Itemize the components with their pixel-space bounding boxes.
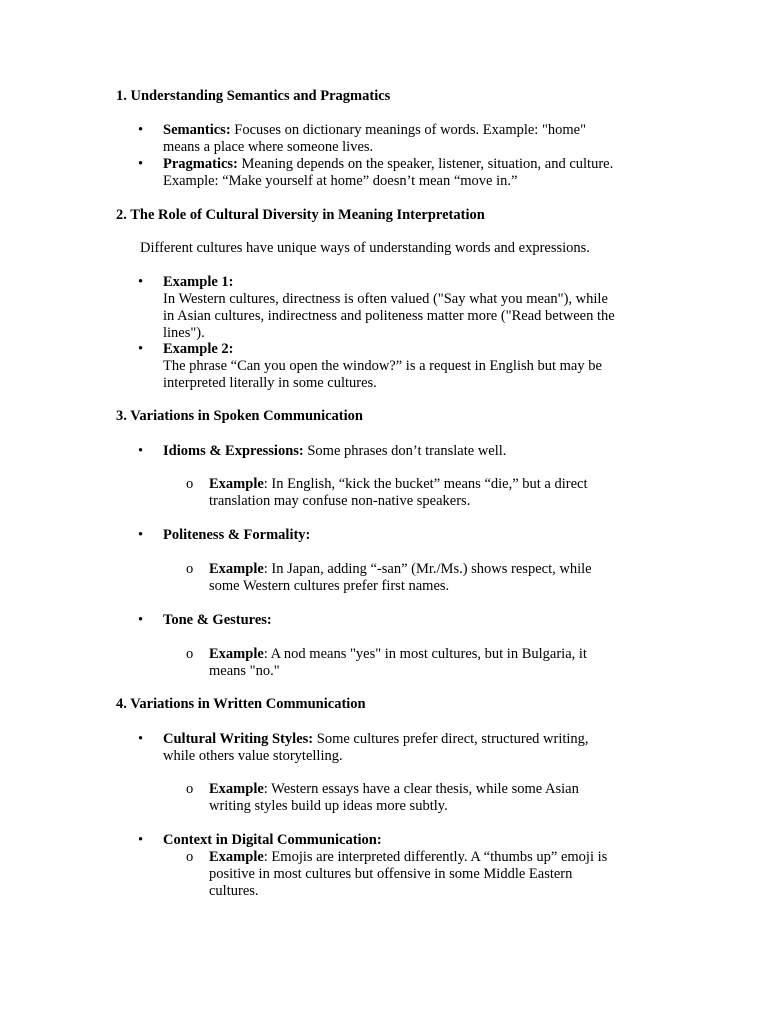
bullet-marker: • <box>138 122 144 138</box>
example-term: Example <box>209 781 264 797</box>
section-3-heading: 3. Variations in Spoken Communication <box>116 408 363 424</box>
digital-term: Context in Digital Communication: <box>163 832 382 848</box>
digital-example-cont: cultures. <box>209 883 259 899</box>
sub-bullet-marker: o <box>186 849 194 865</box>
bullet-marker: • <box>138 832 144 848</box>
sub-bullet-marker: o <box>186 781 194 797</box>
politeness-example-cont: some Western cultures prefer first names. <box>209 578 450 594</box>
idioms-example-cont: translation may confuse non-native speakers. <box>209 493 471 509</box>
digital-example-text: : Emojis are interpreted differently. A “thumbs up” emoji is <box>263 849 608 865</box>
writing-styles-example-cont: writing styles build up ideas more subtly. <box>209 798 448 814</box>
digital-example-cont: positive in most cultures but offensive in some Middle Eastern <box>209 866 573 882</box>
bullet-marker: • <box>138 527 144 543</box>
bullet-marker: • <box>138 443 144 459</box>
example-2-label <box>163 341 653 358</box>
sub-bullet-marker: o <box>186 646 194 662</box>
semantics-item-cont: means a place where someone lives. <box>163 139 374 155</box>
politeness-item <box>163 527 653 544</box>
example-1-line: In Western cultures, directness is often valued ("Say what you mean"), while <box>163 291 608 307</box>
idioms-item <box>163 443 653 460</box>
section-1-heading: 1. Understanding Semantics and Pragmatics <box>116 88 391 104</box>
bullet-marker: • <box>138 274 144 290</box>
politeness-example <box>209 561 659 578</box>
bullet-marker: • <box>138 156 144 172</box>
sub-bullet-marker: o <box>186 476 194 492</box>
writing-styles-cont: while others value storytelling. <box>163 748 343 764</box>
section-2-intro: Different cultures have unique ways of understanding words and expressions. <box>140 240 590 256</box>
example-term: Example <box>209 476 264 492</box>
writing-styles-example-text: : Western essays have a clear thesis, while some Asian <box>263 781 579 797</box>
tone-example <box>209 646 659 663</box>
example-term: Example <box>209 849 264 865</box>
tone-item <box>163 612 653 629</box>
idioms-example-text: : In English, “kick the bucket” means “die,” but a direct <box>263 476 588 492</box>
semantics-term: Semantics: <box>163 122 231 138</box>
section-2-heading: 2. The Role of Cultural Diversity in Meaning Interpretation <box>116 207 485 223</box>
politeness-example-text: : In Japan, adding “-san” (Mr./Ms.) shows respect, while <box>263 561 592 577</box>
example-1-label <box>163 274 653 291</box>
pragmatics-text: Meaning depends on the speaker, listener, situation, and culture. <box>237 156 614 172</box>
example-1-line: in Asian cultures, indirectness and politeness matter more ("Read between the <box>163 308 615 324</box>
writing-styles-term: Cultural Writing Styles: <box>163 731 314 747</box>
example-2-term: Example 2: <box>163 341 234 357</box>
politeness-term: Politeness & Formality: <box>163 527 311 543</box>
digital-item <box>163 832 653 849</box>
semantics-text: Focuses on dictionary meanings of words. Example: "home" <box>230 122 587 138</box>
writing-styles-item <box>163 731 653 748</box>
bullet-marker: • <box>138 731 144 747</box>
sub-bullet-marker: o <box>186 561 194 577</box>
section-4-heading: 4. Variations in Written Communication <box>116 696 366 712</box>
example-2-line: interpreted literally in some cultures. <box>163 375 377 391</box>
example-term: Example <box>209 646 264 662</box>
writing-styles-example <box>209 781 659 798</box>
bullet-marker: • <box>138 612 144 628</box>
example-1-term: Example 1: <box>163 274 234 290</box>
bullet-marker: • <box>138 341 144 357</box>
idioms-term: Idioms & Expressions: <box>163 443 304 459</box>
pragmatics-term: Pragmatics: <box>163 156 238 172</box>
pragmatics-item-cont: Example: “Make yourself at home” doesn’t mean “move in.” <box>163 173 518 189</box>
idioms-example <box>209 476 659 493</box>
example-1-line: lines"). <box>163 325 205 341</box>
example-2-line: The phrase “Can you open the window?” is a request in English but may be <box>163 358 602 374</box>
example-term: Example <box>209 561 264 577</box>
tone-term: Tone & Gestures: <box>163 612 272 628</box>
idioms-text: Some phrases don’t translate well. <box>303 443 507 459</box>
writing-styles-text: Some cultures prefer direct, structured writing, <box>313 731 589 747</box>
tone-example-cont: means "no." <box>209 663 280 679</box>
digital-example <box>209 849 659 866</box>
pragmatics-item <box>163 156 653 173</box>
tone-example-text: : A nod means "yes" in most cultures, but in Bulgaria, it <box>263 646 587 662</box>
semantics-item <box>163 122 653 139</box>
